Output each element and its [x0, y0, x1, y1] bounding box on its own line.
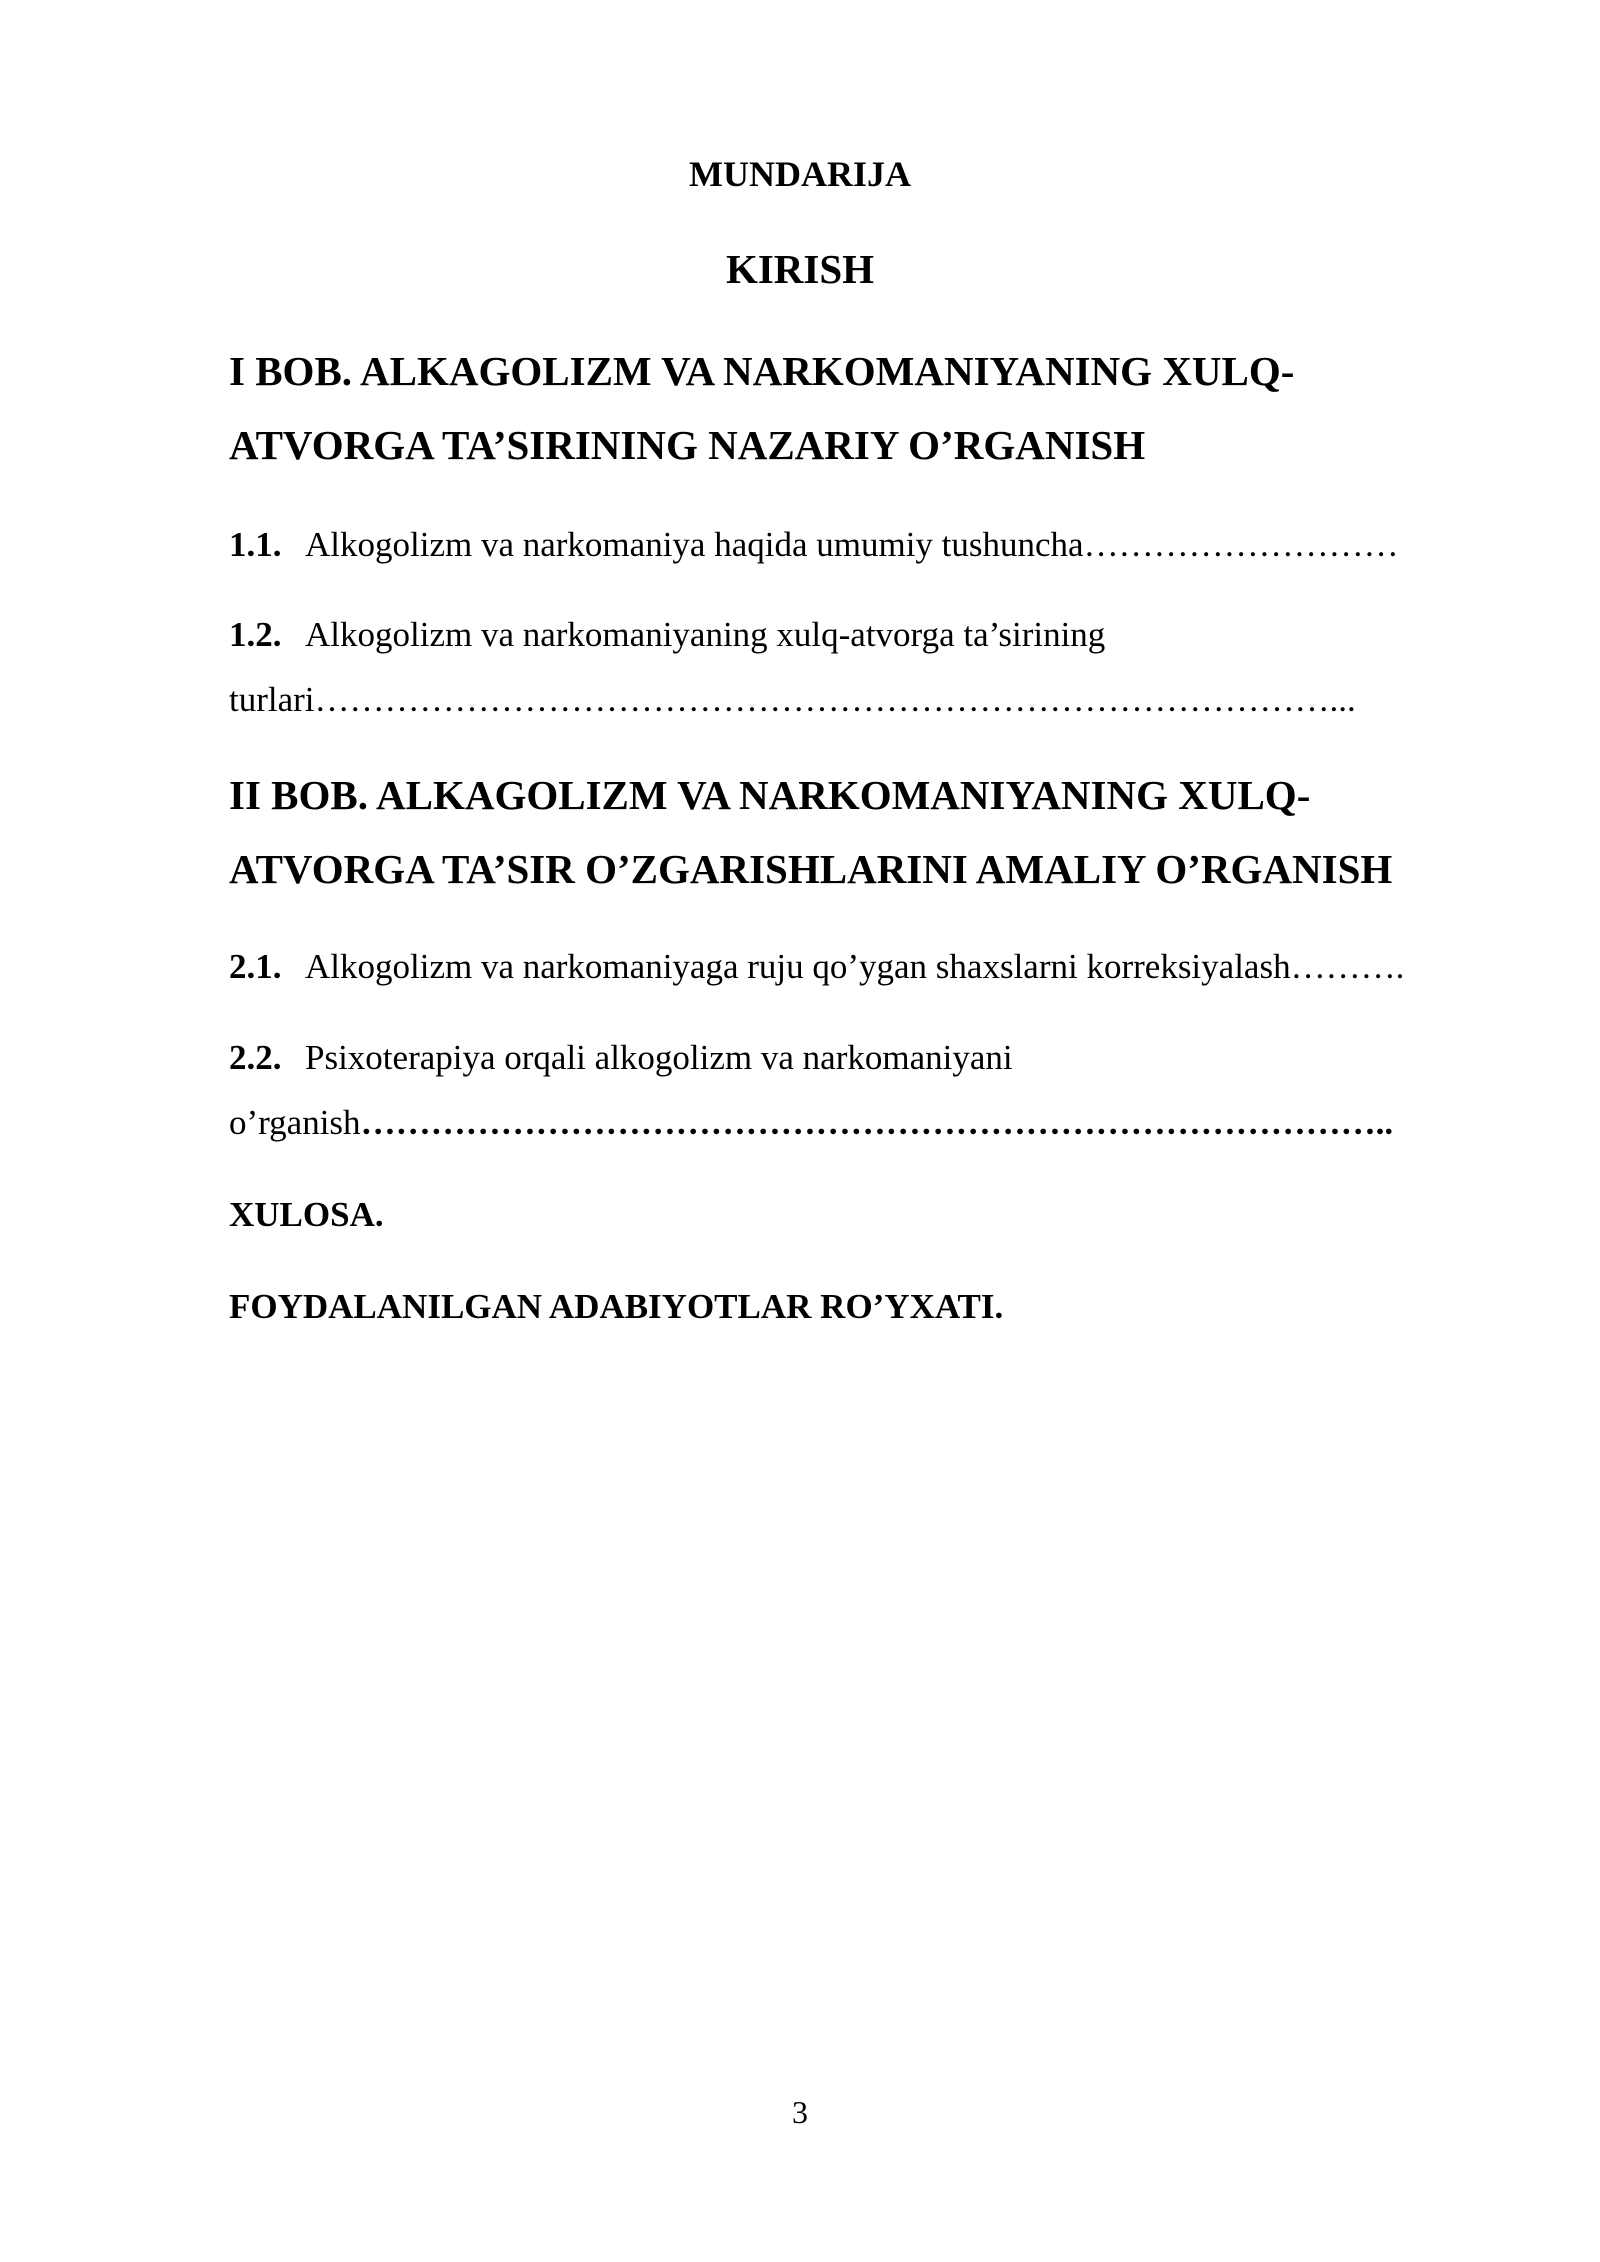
chapter-2-heading-line-2: ATVORGA TA’SIR O’ZGARISHLARINI AMALIY O’RGANISH [229, 846, 1393, 892]
section-title-continuation: o’rganish [229, 1103, 361, 1142]
introduction-heading: KIRISH [725, 246, 875, 292]
toc-entry-2-2-line-1 [229, 1025, 1529, 1090]
chapter-1-heading-line-1: I BOB. ALKAGOLIZM VA NARKOMANIYANING XULQ- [229, 348, 1295, 394]
toc-entry-2-2 [229, 1025, 1529, 1155]
section-number: 1.2. [229, 615, 282, 654]
section-title: Alkogolizm va narkomaniyaga ruju qo’ygan shaxslarni korreksiyalash………. [305, 947, 1405, 986]
section-number: 2.1. [229, 947, 282, 986]
toc-entry-1-2-line-1 [229, 602, 1529, 667]
section-number: 1.1. [229, 525, 282, 564]
toc-entry-2-2-line-2 [229, 1090, 1529, 1155]
toc-entry-1-2 [229, 602, 1529, 732]
chapter-2-heading [229, 758, 1529, 906]
dot-leader: …………………………………………………………………………….. [360, 1103, 1394, 1142]
page-number: 3 [792, 2094, 808, 2130]
chapter-1-heading [229, 334, 1529, 482]
section-title: Alkogolizm va narkomaniya haqida umumiy tushuncha……………………… [305, 525, 1399, 564]
toc-entry-2-1 [229, 934, 1529, 999]
toc-entry-1-2-line-2: turlari……………………………………………………………………………... [229, 680, 1356, 719]
toc-entry-1-1-line [229, 512, 1529, 577]
conclusion-heading: XULOSA. [229, 1195, 384, 1234]
section-title: Psixoterapiya orqali alkogolizm va narkomaniyani [305, 1038, 1013, 1077]
toc-title: MUNDARIJA [689, 154, 911, 194]
toc-entry-1-1 [229, 512, 1529, 577]
chapter-2-heading-line-1: II BOB. ALKAGOLIZM VA NARKOMANIYANING XULQ- [229, 772, 1311, 818]
chapter-1-heading-line-2: ATVORGA TA’SIRINING NAZARIY O’RGANISH [229, 422, 1146, 468]
section-title: Alkogolizm va narkomaniyaning xulq-atvorga ta’sirining [305, 615, 1106, 654]
section-number: 2.2. [229, 1038, 282, 1077]
references-heading: FOYDALANILGAN ADABIYOTLAR RO’YXATI. [229, 1287, 1004, 1326]
toc-entry-2-1-line [229, 934, 1529, 999]
